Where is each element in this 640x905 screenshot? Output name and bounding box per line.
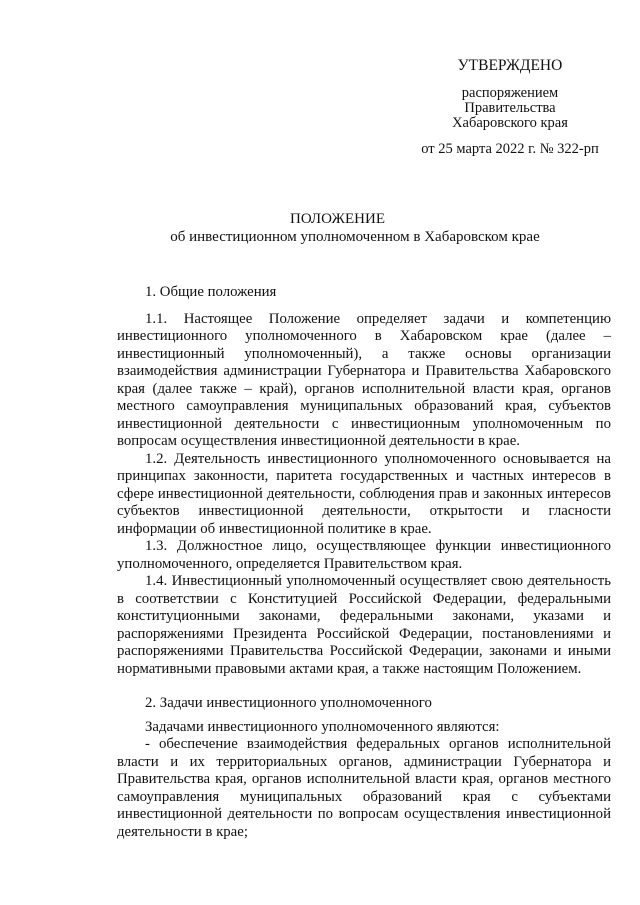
approval-line-3: Хабаровского края xyxy=(452,115,568,131)
approval-stamp: УТВЕРЖДЕНО xyxy=(457,57,563,74)
approval-date: от 25 марта 2022 г. № 322-рп xyxy=(421,141,599,157)
document-title xyxy=(0,210,640,246)
paragraph-1-3: 1.3. Должностное лицо, осуществляющее функции инвестиционного уполномоченного, определяется Правительством края. xyxy=(117,538,611,572)
paragraph-2-intro: Задачами инвестиционного уполномоченного являются: xyxy=(145,718,500,735)
approval-block xyxy=(410,58,610,157)
paragraph-1-4: 1.4. Инвестиционный уполномоченный осуществляет свою деятельность в соответствии с Конституцией Российской Федерации, федеральными конституционными законами, федеральными законами, указами и распоряжениями Президента Российской Федерации, постановлениями и распоряжениями Правительства Российской Федерации, законами и иными нормативными правовыми актами края, а также настоящим Положением. xyxy=(117,573,611,677)
approval-line-1: распоряжением xyxy=(461,85,559,101)
title-subtitle: об инвестиционном уполномоченном в Хабаровском крае xyxy=(170,229,540,245)
paragraph-1-1: 1.1. Настоящее Положение определяет задачи и компетенцию инвестиционного уполномоченного в Хабаровском крае (далее – инвестиционный уполномоченный), а также основы организации взаимодействия администрации Губернатора и Правительства Хабаровского края (далее также – край), органов исполнительной власти края, органов местного самоуправления муниципальных образований края, субъектов инвестиционной деятельности с инвестиционным уполномоченным по вопросам осуществления инвестиционной деятельности в крае. xyxy=(117,310,611,449)
approval-line-2: Правительства xyxy=(464,100,556,116)
section-1-heading: 1. Общие положения xyxy=(145,284,277,300)
section-2-heading: 2. Задачи инвестиционного уполномоченного xyxy=(145,695,432,711)
title-main: ПОЛОЖЕНИЕ xyxy=(290,211,385,227)
paragraph-2-item-1: - обеспечение взаимодействия федеральных органов исполнительной власти и их территориальных органов, администрации Губернатора и Правительства края, органов исполнительной власти края, органов местного самоуправления муниципальных образований края с субъектами инвестиционной деятельности по вопросам осуществления инвестиционной деятельности в крае; xyxy=(117,736,611,840)
paragraph-1-2: 1.2. Деятельность инвестиционного уполномоченного основывается на принципах законности, паритета государственных и частных интересов в сфере инвестиционной деятельности, соблюдения прав и законных интересов субъектов инвестиционной деятельности, открытости и гласности информации об инвестиционной политике в крае. xyxy=(117,450,611,537)
document-body xyxy=(117,284,611,841)
